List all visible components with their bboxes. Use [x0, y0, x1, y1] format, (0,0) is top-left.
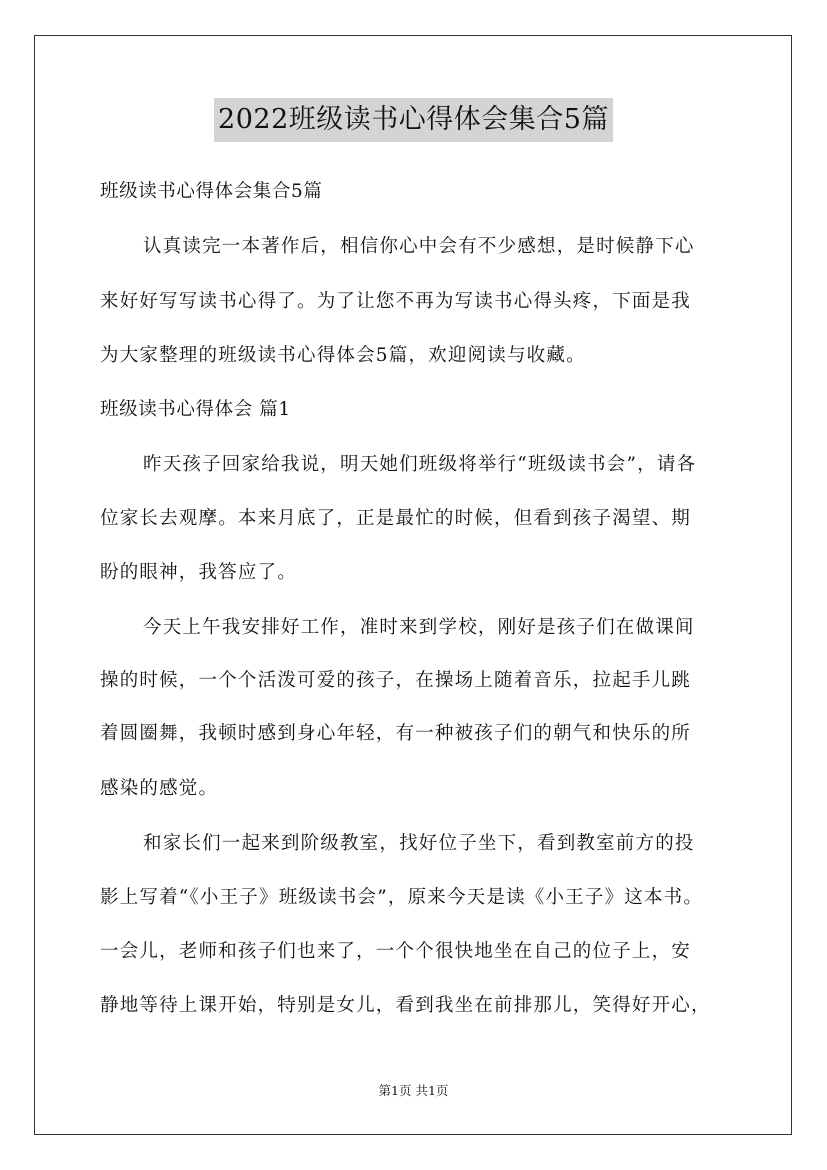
subtitle: 班级读书心得体会集合5篇: [100, 181, 323, 202]
intro-line: 为大家整理的班级读书心得体会5篇，欢迎阅读与收藏。: [100, 345, 586, 366]
paragraph-line: 感染的感觉。: [100, 778, 219, 799]
document-title: 2022班级读书心得体会集合5篇: [214, 98, 613, 142]
paragraph-line: 着圆圈舞，我顿时感到身心年轻，有一种被孩子们的朝气和快乐的所: [100, 723, 692, 744]
page-number: 第1页 共1页: [378, 1083, 449, 1098]
paragraph-line: 一会儿，老师和孩子们也来了，一个个很快地坐在自己的位子上，安: [100, 941, 692, 962]
paragraph-line: 影上写着“《小王子》班级读书会”，原来今天是读《小王子》这本书。: [100, 887, 704, 908]
section-heading: 班级读书心得体会 篇1: [100, 399, 291, 420]
paragraph-line: 静地等待上课开始，特别是女儿，看到我坐在前排那儿，笑得好开心，: [100, 995, 711, 1016]
paragraph-line: 和家长们一起来到阶级教室，找好位子坐下，看到教室前方的投: [143, 833, 695, 854]
paragraph-line: 位家长去观摩。本来月底了，正是最忙的时候，但看到孩子渴望、期: [100, 508, 692, 529]
paragraph-line: 昨天孩子回家给我说，明天她们班级将举行“班级读书会”，请各: [143, 454, 697, 475]
title-container: [0, 98, 827, 142]
paragraph-line: 盼的眼神，我答应了。: [100, 562, 298, 583]
paragraph-line: 今天上午我安排好工作，准时来到学校，刚好是孩子们在做课间: [143, 617, 695, 638]
intro-line: 认真读完一本著作后，相信你心中会有不少感想，是时候静下心: [143, 236, 695, 257]
paragraph-line: 操的时候，一个个活泼可爱的孩子，在操场上随着音乐，拉起手儿跳: [100, 670, 692, 691]
intro-line: 来好好写写读书心得了。为了让您不再为写读书心得头疼，下面是我: [100, 291, 692, 312]
